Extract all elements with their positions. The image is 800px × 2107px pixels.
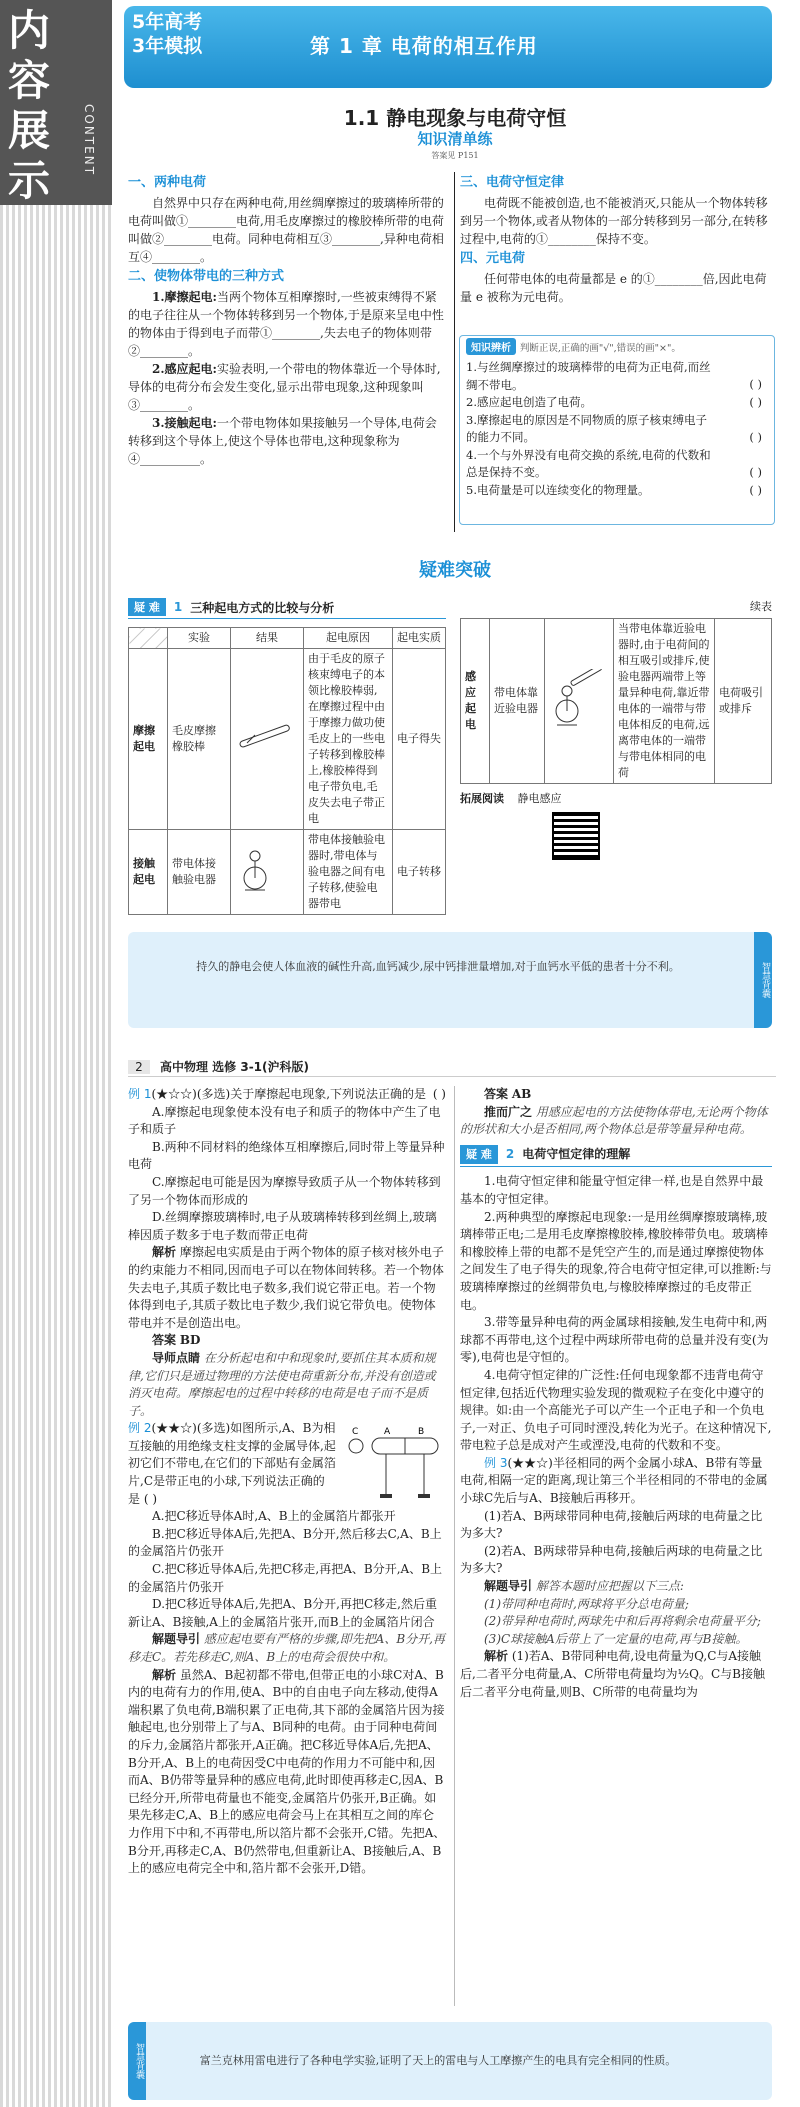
option: B.两种不同材料的绝缘体互相摩擦后,同时带上等量异种电荷 (128, 1139, 445, 1172)
page-header (128, 1058, 776, 1077)
chapter-title: 第 1 章 电荷的相互作用 (310, 34, 538, 58)
svg-text:A: A (384, 1427, 391, 1438)
answer-reference: 答案见 P151 (431, 151, 479, 160)
difficulty-2-para: 2.两种典型的摩擦起电现象:一是用丝绸摩擦玻璃棒,玻璃棒带正电;二是用毛皮摩擦橡胶棒,橡胶棒带负电。玻璃棒和橡胶棒上带的电都不是凭空产生的,而是通过摩擦使物体之间发生了电子得失的现象,符合电荷守恒定律,可以推断:与玻璃棒摩擦过的丝绸带负电,与橡胶棒摩擦过的毛皮带正电。 (460, 1209, 772, 1312)
row-essence: 电子得失 (393, 649, 446, 830)
row-experiment: 毛皮摩擦橡胶棒 (168, 649, 231, 830)
knowledge-left-column (128, 172, 446, 468)
analysis-text: (1)若A、B带同种电荷,设电荷量为Q,C与A接触后,二者平分电荷量,A、C所带电荷量均为½Q。C与B接触后二者平分电荷量,则B、C所带的电荷量均为 (460, 1649, 765, 1699)
row-experiment: 带电体接触验电器 (168, 830, 231, 915)
sidebar-title: 内容展示 (8, 6, 51, 205)
logo (132, 10, 230, 80)
extended-reading-text: 静电感应 (517, 792, 562, 805)
page2-divider (454, 1086, 455, 2006)
question: (2)若A、B两球带异种电荷,接触后两球的电荷量之比为多大? (460, 1543, 763, 1576)
option: B.把C移近导体A后,先把A、B分开,然后移去C,A、B上的金属箔片仍张开 (128, 1526, 442, 1559)
difficulty-num: 1 (173, 600, 183, 614)
svg-text:C: C (352, 1427, 359, 1438)
example-label: 例 2 (128, 1421, 152, 1436)
tip-side-label: 智慧背囊 (754, 932, 772, 1028)
para-elementary-charge: 任何带电体的电荷量都是 e 的①________倍,因此电荷量 e 被称为元电荷。 (460, 272, 767, 304)
difficulty-2-para: 4.电荷守恒定律的广泛性:任何电现象都不违背电荷守恒定律,包括近代物理实验发现的微观粒子在变化中遵守的规律。如:由一个高能光子可以产生一个正电子和一个负电子,一对正、负电子可同时湮没,转化为光子。在这种情况下,带电粒子总是成对产生或湮没,电荷的代数和不变。 (460, 1367, 772, 1453)
qr-code[interactable] (552, 812, 772, 860)
heading-two-charges: 一、两种电荷 (128, 175, 207, 190)
friction-key: 1.摩擦起电: (152, 290, 217, 304)
option: D.丝绸摩擦玻璃棒时,电子从玻璃棒转移到丝绸上,玻璃棒因质子数多于电子数而带正电荷 (128, 1210, 437, 1242)
row-name: 摩擦起电 (129, 649, 168, 830)
generalize-text: 用感应起电的方法使物体带电,无论两个物体的形状和大小是否相同,两个物体总是带等量异种电荷。 (460, 1104, 768, 1137)
qr-icon (552, 812, 600, 860)
judgement-hint: 判断正误,正确的画"√",错误的画"×"。 (519, 343, 681, 354)
para-two-charges: 自然界中只存在两种电荷,用丝绸摩擦过的玻璃棒所带的电荷叫做①________电荷,用毛皮摩擦过的橡胶棒所带的电荷叫做②________电荷。同种电荷相互③________,异种电荷相互④________。 (128, 196, 444, 264)
sidebar-vertical-text: CONTENT (82, 104, 96, 177)
difficulty-2-para: 1.电荷守恒定律和能量守恒定律一样,也是自然界中最基本的守恒定律。 (460, 1174, 764, 1206)
row-result (545, 619, 614, 784)
comparison-table-continued (460, 618, 772, 784)
row-essence: 电荷吸引或排斥 (715, 619, 772, 784)
judgement-item: 5.电荷量是可以连续变化的物理量。 ( ) (466, 482, 762, 497)
difficulty-2-para: 3.带等量异种电荷的两金属球相接触,发生电荷中和,两球都不再带电,这个过程中两球所带电荷的总量并没有变(为零),电荷也是守恒的。 (460, 1315, 769, 1365)
knowledge-right-column (460, 172, 772, 306)
difficulty-1-right (460, 598, 772, 860)
judgement-tag: 知识辨析 (466, 338, 516, 355)
example-stem: (多选)如图所示,A、B为相互接触的用绝缘支柱支撑的金属导体,起初它们不带电,在它们的下部贴有金属箔片,C是带正电的小球,下列说法正确的是 (128, 1421, 336, 1506)
section-title: 1.1 静电现象与电荷守恒 (343, 106, 567, 130)
logo-line2: 3年模拟 (132, 35, 203, 57)
difficulty-tag: 疑 难 (128, 598, 166, 616)
example-stem: 半径相同的两个金属小球A、B带有等量电荷,相隔一定的距离,现让第三个半径相同的不带电的金属小球C先后与A、B接触后再移开。 (460, 1455, 768, 1506)
option: C.把C移近导体A后,先把C移走,再把A、B分开,A、B上的金属箔片仍张开 (128, 1562, 443, 1594)
difficulty-heading: 疑难突破 (419, 560, 491, 581)
answer-text: BD (179, 1333, 201, 1348)
option: C.摩擦起电可能是因为摩擦导致质子从一个物体转移到了另一个物体而形成的 (128, 1174, 441, 1207)
column-divider (454, 172, 455, 532)
sidebar-stripes (0, 0, 112, 2107)
rod-figure (235, 717, 295, 757)
tip-box-2 (128, 2022, 772, 2100)
tip-box-1 (128, 932, 772, 1028)
heading-conservation: 三、电荷守恒定律 (460, 175, 565, 190)
table-header: 结果 (231, 628, 304, 649)
row-result (231, 649, 304, 830)
judgement-item: 1.与丝绸摩擦过的玻璃棒带的电荷为正电荷,而丝绸不带电。 ( ) (466, 360, 762, 392)
option: A.把C移近导体A时,A、B上的金属箔片都张开 (152, 1509, 396, 1524)
continued-label: 续表 (750, 600, 772, 613)
option: A.摩擦起电现象使本没有电子和质子的物体中产生了电子和质子 (128, 1104, 441, 1137)
guide-text: 在分析起电和中和现象时,要抓住其本质和规律,它们只是通过物理的方法使电荷重新分布,并没有创造或消灭电荷。摩擦起电的过程中转移的电荷是电子而不是质子。 (128, 1350, 436, 1418)
friction-text: 当两个物体互相摩擦时,一些被束缚得不紧的电子往往从一个物体转移到另一个物体,于是原来呈电中性的物体由于得到电子而带①________,失去电子的物体则带②________。 (128, 290, 444, 358)
difficulty-title: 电荷守恒定律的理解 (522, 1146, 631, 1161)
electroscope-figure (235, 848, 275, 892)
example-stem: (多选)关于摩擦起电现象,下列说法正确的是 (196, 1087, 427, 1101)
difficulty-2-bar: 疑 难 2 电荷守恒定律的理解 (460, 1145, 772, 1168)
difficulty-1-left (128, 598, 446, 915)
judgement-item: 2.感应起电创造了电荷。 ( ) (466, 395, 762, 409)
row-reason: 当带电体靠近验电器时,由于电荷间的相互吸引或排斥,使验电器两端带上等量异种电荷,靠近带电体的一端带与带电体相反的电荷,远离带电体的一端带与带电体相同的电荷 (614, 619, 715, 784)
table-header: 起电原因 (304, 628, 393, 649)
row-result (231, 830, 304, 915)
row-reason: 由于毛皮的原子核束缚电子的本领比橡胶棒弱,在摩擦过程中由于摩擦力做功使毛皮上的一些电子转移到橡胶棒上,橡胶棒得到电子带负电,毛皮失去电子带正电 (304, 649, 393, 830)
example-label: 例 3 (484, 1455, 508, 1470)
induction-key: 2.感应起电: (152, 362, 217, 376)
conductor-figure (342, 1424, 446, 1504)
tip-side-label: 智慧背囊 (128, 2022, 146, 2100)
table-corner (129, 628, 168, 649)
tip-text: 持久的静电会使人体血液的碱性升高,血钙减少,尿中钙排泄量增加,对于血钙水平低的患者十分不利。 (196, 960, 680, 973)
para-friction (128, 288, 446, 360)
table-row (129, 830, 446, 915)
difficulty-1-bar (128, 598, 446, 619)
para-induction (128, 360, 446, 414)
page-header-title: 高中物理 选修 3-1(沪科版) (160, 1060, 310, 1074)
answer-text: AB (511, 1087, 532, 1101)
row-name: 接触起电 (129, 830, 168, 915)
logo-line1: 5年高考 (132, 11, 203, 33)
para-conservation: 电荷既不能被创造,也不能被消灭,只能从一个物体转移到另一个物体,或者从物体的一部分转移到另一部分,在转移过程中,电荷的①________保持不变。 (460, 196, 768, 246)
table-header: 实验 (168, 628, 231, 649)
page-number: 2 (128, 1060, 150, 1074)
table-header-row (129, 628, 446, 649)
judgement-box (459, 335, 775, 525)
row-experiment: 带电体靠近验电器 (490, 619, 545, 784)
para-contact (128, 414, 446, 468)
extended-reading-label: 拓展阅读 (460, 792, 504, 805)
judgement-list (460, 359, 774, 499)
svg-text:B: B (418, 1427, 425, 1438)
heading-elementary-charge: 四、元电荷 (460, 251, 526, 266)
page2-left-column: 例 1(★☆☆)(多选)关于摩擦起电现象,下列说法正确的是 ( ) A.摩擦起电现象使本没有电子和质子的物体中产生了电子和质子 B.两种不同材料的绝缘体互相摩擦后,同时带上等量异种电荷 C.摩擦起电可能是因为摩擦导致质子从一个物体转移到了另一个物体而形成的 D.丝绸摩擦玻璃棒时,电子从玻璃棒转移到丝绸上,玻璃棒因质子数多于电子数而带正电荷 解析 摩擦起电实质是由于两个物体的原子核对核外电子的约束能力不相同,因而电子可以在物体间转移。若一个物体失去电子,其质子数比电子数多,我们说它带正电。若一个物体得到电子,其质子数比电子数少,我们说它带负电。使物体带电并不是创造出电。 答案 BD 导师点睛 在分析起电和中和现象时,要抓住其本质和规律,它们只是通过物理的方法使电荷重新分布,并没有创造或消灭电荷。摩擦起电的过程中转移的电荷是电子而不是质子。 例 2(★★☆)(多选)如图所示,A、B为相互接触的用绝缘支柱支撑的金属导体,起初它们不带电,在它们的下部贴有金属箔片,C是带正电的小球,下列说法正确的是 ( ) C A B A.把C移近导体A时,A、B上的金属箔片都张开 B.把C移近导体A后,先把A、B分开,然后移去C,A、B上的金属箔片仍张开 C.把C移近导体A后,先把C移走,再把A、B分开,A、B上的金属箔片仍张开 D.把C移近导体A后,先把A、B分开,再把C移走,然后重新让A、B接触,A上的金属箔片张开,而B上的金属箔片闭合 解题导引 感应起电要有严格的步骤,即先把A、B分开,再移走C。若先移走C,则A、B上的电荷会很快中和。 解析 虽然A、B起初都不带电,但带正电的小球C对A、B内的电荷有力的作用,使A、B中的自由电子向左移动,使得A端积累了负电荷,B端积累了正电荷,其下部的金属箔片因为接触起电,也分别带上了与A、B同种的电荷。由于同种电荷间的斥力,金属箔片都张开,A正确。把C移近导体A后,先把A、B分开,A、B上的电荷因受C中电荷的作用力不可能中和,因而A、B仍带等量异种的感应电荷,此时即使再移走C,因A、B已经分开,所带电荷量也不能变,金属箔片仍张开,B正确。如果先移走C,A、B上的感应电荷会马上在其相互之间的库仑力作用下中和,不再带电,所以箔片都不会张开,C错。先把A、B分开,再移走C,A、B仍然带电,但重新让A、B接触后,A、B上的感应电荷完全中和,箔片都不会张开,D错。 (128, 1087, 446, 1876)
table-row (461, 619, 772, 784)
judgement-item: 3.摩擦起电的原因是不同物质的原子核束缚电子的能力不同。 ( ) (466, 412, 762, 444)
row-essence: 电子转移 (393, 830, 446, 915)
page2-right-column: 答案 AB 推而广之 用感应起电的方法使物体带电,无论两个物体的形状和大小是否相同,两个物体总是带等量异种电荷。 疑 难 2 电荷守恒定律的理解 1.电荷守恒定律和能量守恒定律一样,也是自然界中最基本的守恒定律。 2.两种典型的摩擦起电现象:一是用丝绸摩擦玻璃棒,玻璃棒带正电;二是用毛皮摩擦橡胶棒,橡胶棒带负电。玻璃棒和橡胶棒上带的电都不是凭空产生的,而是通过摩擦使物体之间发生了电子得失的现象,符合电荷守恒定律,可以推断:与玻璃棒摩擦过的丝绸带负电,与橡胶棒摩擦过的毛皮带正电。 3.带等量异种电荷的两金属球相接触,发生电荷中和,两球都不再带电,这个过程中两球所带电荷的总量并没有变(为零),电荷也是守恒的。 4.电荷守恒定律的广泛性:任何电现象都不违背电荷守恒定律,包括近代物理实验发现的微观粒子在变化中遵守的规律。如:由一个高能光子可以产生一个正电子和一个负电子,一对正、负电子可同时湮没,转化为光子。在这种情况下,带电粒子总是成对产生或湮没,电荷的代数和不变。 例 3(★★☆)半径相同的两个金属小球A、B带有等量电荷,相隔一定的距离,现让第三个半径相同的不带电的金属小球C先后与A、B接触后再移开。 (1)若A、B两球带同种电荷,接触后两球的电荷量之比为多大? (2)若A、B两球带异种电荷,接触后两球的电荷量之比为多大? 解题导引 解答本题时应把握以下三点: (1)带同种电荷时,两球将平分总电荷量; (2)带异种电荷时,两球先中和后再将剩余电荷量平分; (3)C球接触A后带上了一定量的电荷,再与B接触。 解析 (1)若A、B带同种电荷,设电荷量为Q,C与A接触后,二者平分电荷量,A、C所带电荷量均为½Q。C与B接触后二者平分电荷量,则B、C所带的电荷量均为 (460, 1087, 772, 1699)
question: (1)若A、B两球带同种电荷,接触后两球的电荷量之比为多大? (460, 1508, 763, 1541)
induction-text: 实验表明,一个带电的物体靠近一个导体时,导体的电荷分布会发生变化,显示出带电现象,这种现象叫③________。 (128, 362, 441, 412)
section-subtitle: 知识清单练 (417, 130, 493, 148)
guide-text: 感应起电要有严格的步骤,即先把A、B分开,再移走C。若先移走C,则A、B上的电荷会很快中和。 (128, 1632, 445, 1664)
difficulty-title: 三种起电方式的比较与分析 (190, 600, 335, 615)
option: D.把C移近导体A后,先把A、B分开,再把C移走,然后重新让A、B接触,A上的金属箔片张开,而B上的金属箔片闭合 (128, 1597, 437, 1629)
induction-figure (549, 669, 605, 729)
analysis-text: 摩擦起电实质是由于两个物体的原子核对核外电子的约束能力不相同,因而电子可以在物体间转移。若一个物体失去电子,其质子数比电子数多,我们说它带正电。若一个物体得到电子,其质子数比电子数少,我们说它带负电。使物体带电并不是创造出电。 (128, 1245, 444, 1330)
example-label: 例 1 (128, 1087, 152, 1101)
difficulty-tag: 疑 难 (460, 1145, 498, 1165)
comparison-table (128, 627, 446, 915)
table-header: 起电实质 (393, 628, 446, 649)
row-name: 感应起电 (461, 619, 490, 784)
contact-text: 一个带电物体如果接触另一个导体,电荷会转移到这个导体上,使这个导体也带电,这种现象称为④__________。 (128, 416, 437, 466)
extended-reading (460, 790, 772, 806)
tip-text: 富兰克林用雷电进行了各种电学实验,证明了天上的雷电与人工摩擦产生的电具有完全相同的性质。 (199, 2054, 677, 2067)
judgement-item: 4.一个与外界没有电荷交换的系统,电荷的代数和总是保持不变。 ( ) (466, 447, 762, 479)
heading-charging-methods: 二、使物体带电的三种方式 (128, 269, 285, 284)
analysis-text: 虽然A、B起初都不带电,但带正电的小球C对A、B内的电荷有力的作用,使A、B中的自由电子向左移动,使得A端积累了负电荷,B端积累了正电荷,其下部的金属箔片因为接触起电,也分别带上了与A、B同种的电荷。由于同种电荷间的斥力,金属箔片都张开,A正确。把C移近导体A后,先把A、B分开,A、B上的电荷因受C中电荷的作用力不可能中和,因而A、B仍带等量异种的感应电荷,此时即使再移走C,因A、B已经分开,所带电荷量也不能变,金属箔片仍张开,B正确。如果先移走C,A、B上的感应电荷会马上在其相互之间的库仑力作用下中和,不再带电,所以箔片都不会张开,C错。先把A、B分开,再移走C,A、B仍然带电,但重新让A、B接触后,A、B上的感应电荷完全中和,箔片都不会张开,D错。 (128, 1667, 446, 1876)
contact-key: 3.接触起电: (152, 416, 217, 430)
row-reason: 带电体接触验电器时,带电体与验电器之间有电子转移,使验电器带电 (304, 830, 393, 915)
table-row (129, 649, 446, 830)
